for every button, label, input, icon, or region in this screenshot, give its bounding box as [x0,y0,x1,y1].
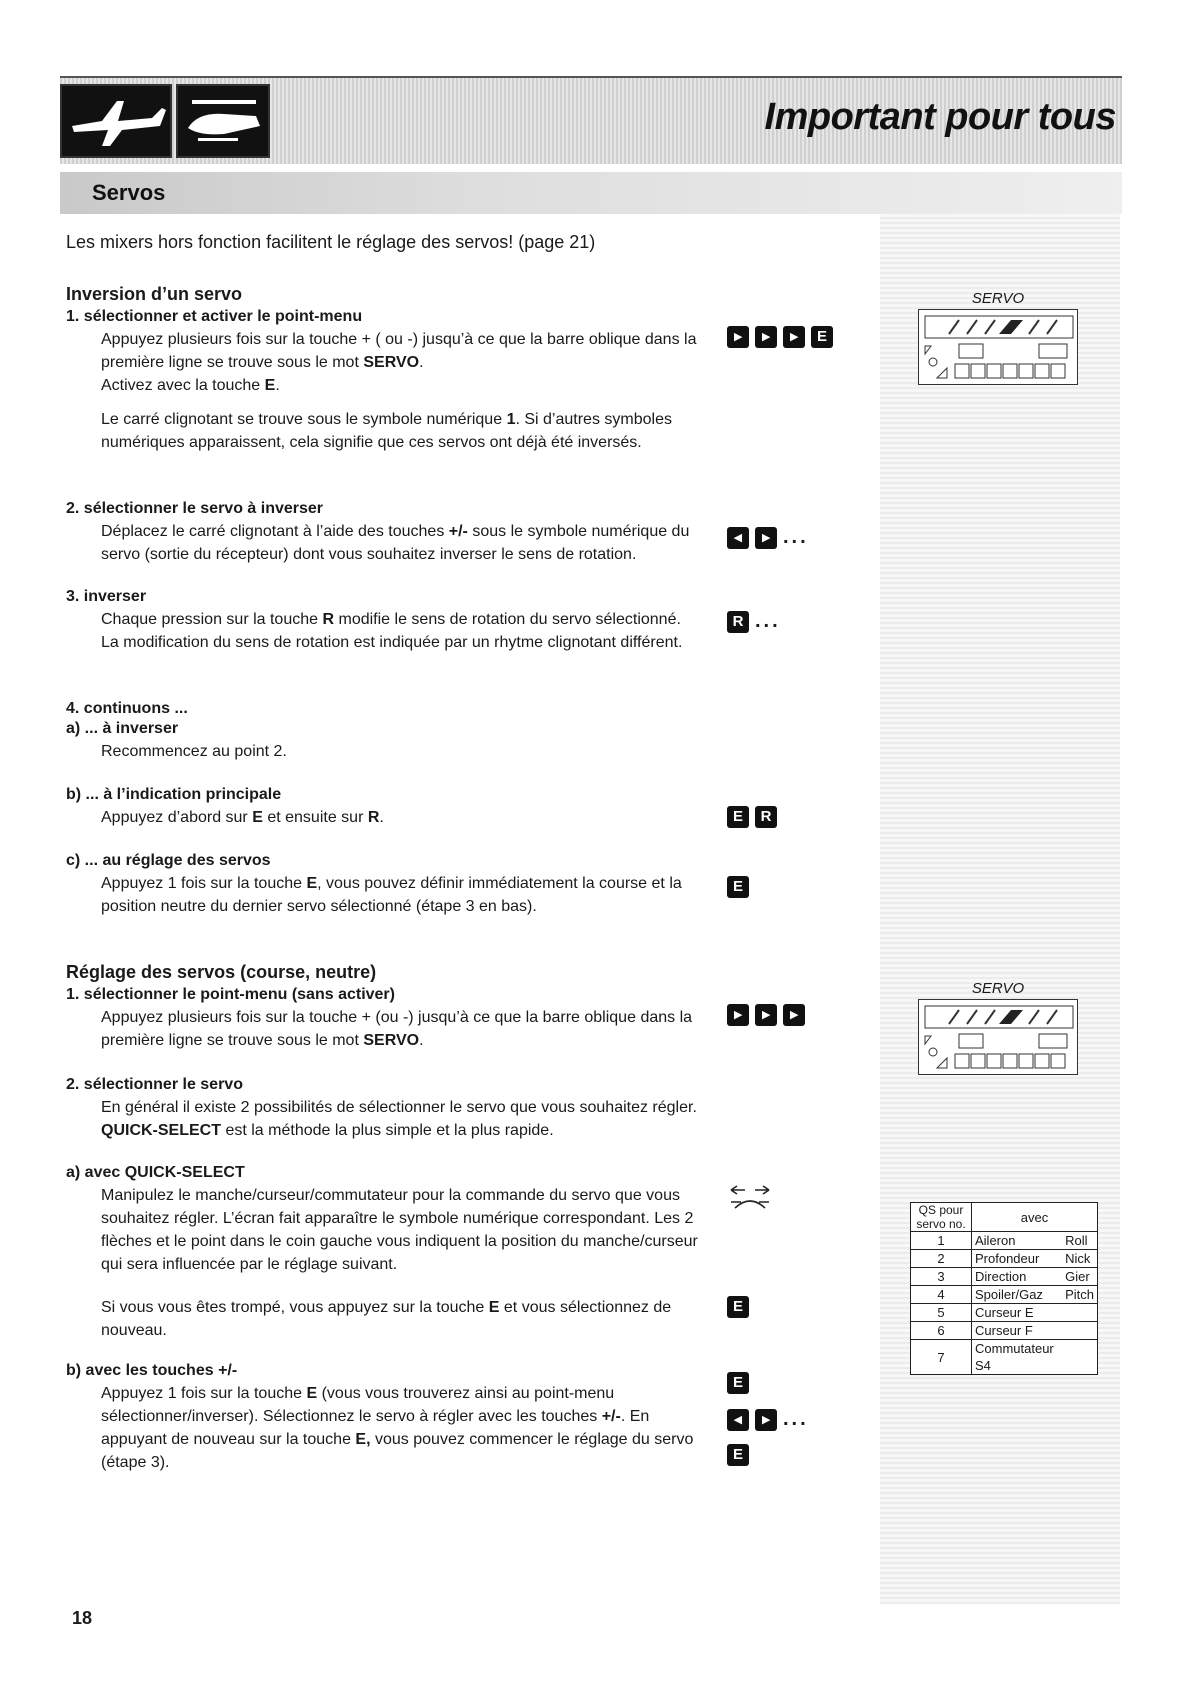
minus-key-icon: ◂ [727,1409,749,1431]
intro-text: Les mixers hors fonction facilitent le réglage des servos! (page 21) [66,232,596,252]
table-row [911,1268,1098,1286]
keys-step2 [727,526,809,549]
plus-key-icon: ▸ [755,527,777,549]
table-cell: 2 [911,1250,972,1268]
plus-key-icon: ▸ [727,1004,749,1026]
r-key: R [727,611,749,633]
table-cell: 7 [911,1340,972,1375]
inversion-step4-title: 4. continuons ... [66,700,188,717]
table-cell: Direction [972,1268,1063,1286]
section-band [60,172,1122,214]
table-row [911,1304,1098,1322]
inversion-step4b-title: b) ... à l’indication principale [66,786,282,803]
keys-reglage1 [727,1004,811,1026]
lcd-display-2 [918,980,1078,1075]
inversion-step1-text: Appuyez plusieurs fois sur la touche + ( ou -) jusqu’à ce que la barre oblique dans la première ligne se trouve sous le mot SERVO. Activez avec la touche E. [101,331,697,394]
lcd-label: SERVO [971,290,1025,307]
section-title: Servos [92,180,166,205]
reglage-a-note: Si vous vous êtes trompé, vous appuyez sur la touche E et vous sélectionnez de nouveau. [101,1299,672,1339]
table-cell: 1 [911,1232,972,1250]
inversion-title: Inversion d’un servo [66,284,243,304]
table-cell: Roll [1062,1232,1097,1250]
lcd-screen [918,309,1078,385]
table-row [911,1250,1098,1268]
table-row [911,1232,1098,1250]
e-key: E [727,876,749,898]
r-key: R [755,806,777,828]
ellipsis: ... [755,610,781,632]
page-number: 18 [72,1608,93,1628]
inversion-step4c-text: Appuyez 1 fois sur la touche E, vous pouvez définir immédiatement la course et la position neutre du dernier servo sélectionné (étape 3 en bas). [101,875,682,915]
inversion-step3-text: Chaque pression sur la touche R modifie le sens de rotation du servo sélectionné. La modification du sens de rotation est indiquée par un rhytme clignotant différent. [101,611,683,651]
inversion-step1-title: 1. sélectionner et activer le point-menu [66,308,363,325]
table-cell: 5 [911,1304,972,1322]
reglage-step1-text: Appuyez plusieurs fois sur la touche + (ou -) jusqu’à ce que la barre oblique dans la première ligne se trouve sous le mot SERVO. [101,1009,693,1049]
reglage-b-title: b) avec les touches +/- [66,1362,238,1379]
airplane-icon [60,84,172,158]
inversion-step2-text: Déplacez le carré clignotant à l’aide des touches +/- sous le symbole numérique du servo (sortie du récepteur) dont vous souhaitez inverser le sens de rotation. [101,523,690,563]
reglage-a-title: a) avec QUICK-SELECT [66,1164,245,1181]
table-cell: 3 [911,1268,972,1286]
inversion-step4b-text: Appuyez d’abord sur E et ensuite sur R. [101,809,384,826]
lcd-display-1 [918,290,1078,385]
table-cell: Profondeur [972,1250,1063,1268]
sidebar-band [880,214,1120,1604]
keys-reglage-b2 [727,1408,809,1431]
inversion-step4a-text: Recommencez au point 2. [101,743,287,760]
helicopter-icon [176,84,270,158]
reglage-step2-title: 2. sélectionner le servo [66,1076,243,1093]
keys-reglage-b1 [727,1372,755,1394]
ellipsis: ... [783,526,809,548]
keys-step3 [727,610,781,633]
stick-movement-icon [727,1184,773,1219]
reglage-a-text: Manipulez le manche/curseur/commutateur pour la commande du servo que vous souhaitez régler. L’écran fait apparaître le symbole numérique correspondant. Les 2 flèches et le point dans le coin gauche vous indiquent la position du manche/curseur qui sera influencée par le réglage suivant. [101,1187,698,1273]
ellipsis: ... [783,1408,809,1430]
table-cell: Pitch [1062,1286,1097,1304]
inversion-step3-title: 3. inverser [66,588,147,605]
table-row [911,1286,1098,1304]
keys-reglage-b3 [727,1444,755,1466]
keys-step4c [727,876,755,898]
qs-header: QS pour servo no. [911,1203,972,1232]
quick-select-table [910,1202,1098,1375]
reglage-title: Réglage des servos (course, neutre) [66,962,377,982]
minus-key-icon: ◂ [727,527,749,549]
plus-key-icon: ▸ [755,326,777,348]
inversion-step4a-title: a) ... à inverser [66,720,179,737]
lcd-label: SERVO [971,980,1025,997]
table-cell: 4 [911,1286,972,1304]
table-cell [1062,1322,1097,1340]
reglage-step2-text: En général il existe 2 possibilités de sélectionner le servo que vous souhaitez régler. QUICK-SELECT est la méthode la plus simple et la plus rapide. [101,1099,697,1139]
table-cell [1062,1340,1097,1375]
page-title: Important pour tous [764,96,1116,138]
keys-reglage-a [727,1296,755,1318]
inversion-step1-note: Le carré clignotant se trouve sous le symbole numérique 1. Si d’autres symboles numériques apparaissent, cela signifie que ces servos ont déjà été inversés. [101,411,672,451]
table-cell: Aileron [972,1232,1063,1250]
lcd-screen [918,999,1078,1075]
table-cell: Spoiler/Gaz [972,1286,1063,1304]
keys-step1 [727,326,839,348]
plus-key-icon: ▸ [783,1004,805,1026]
e-key: E [727,1296,749,1318]
table-row [911,1340,1098,1375]
table-cell: Nick [1062,1250,1097,1268]
reglage-b-text: Appuyez 1 fois sur la touche E (vous vous trouverez ainsi au point-menu sélectionner/inverser). Sélectionnez le servo à régler avec les touches +/-. En appuyant de nouveau sur la touche E, vous pouvez commencer le réglage du servo (étape 3). [101,1385,694,1471]
plus-key-icon: ▸ [755,1004,777,1026]
table-cell: Commutateur S4 [972,1340,1063,1375]
plus-key-icon: ▸ [783,326,805,348]
table-cell: 6 [911,1322,972,1340]
e-key: E [727,1444,749,1466]
avec-header: avec [972,1203,1098,1232]
table-cell [1062,1304,1097,1322]
inversion-step4c-title: c) ... au réglage des servos [66,852,271,869]
e-key: E [811,326,833,348]
keys-step4b [727,806,783,828]
table-row [911,1322,1098,1340]
e-key: E [727,1372,749,1394]
table-cell: Curseur F [972,1322,1063,1340]
inversion-step2-title: 2. sélectionner le servo à inverser [66,500,324,517]
table-cell: Curseur E [972,1304,1063,1322]
table-cell: Gier [1062,1268,1097,1286]
table-header-row [911,1203,1098,1232]
reglage-step1-title: 1. sélectionner le point-menu (sans activer) [66,986,395,1003]
plus-key-icon: ▸ [727,326,749,348]
plus-key-icon: ▸ [755,1409,777,1431]
e-key: E [727,806,749,828]
